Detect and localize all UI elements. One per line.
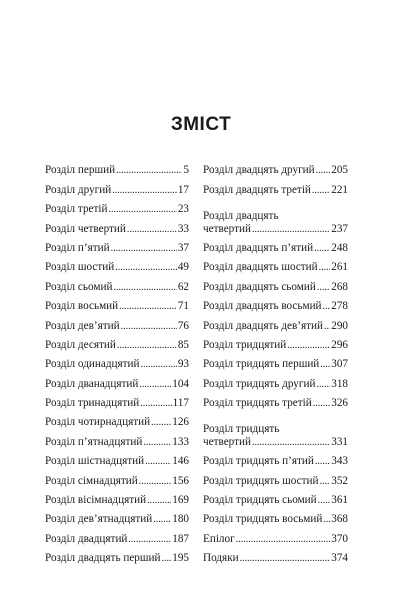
toc-entry-title: Розділ двадцять восьмий: [203, 300, 322, 313]
dot-leader: [252, 224, 330, 236]
toc-entry[interactable]: [203, 352, 348, 371]
toc-entry[interactable]: [45, 371, 189, 390]
dot-leader: [153, 514, 171, 526]
toc-entry-title: Розділ двадцять сьомий: [203, 280, 316, 293]
dot-leader: [312, 185, 330, 197]
toc-entry[interactable]: [203, 197, 348, 236]
toc-entry-title: Розділ двадцять: [203, 209, 279, 222]
toc-entry[interactable]: [203, 410, 348, 449]
dot-leader: [121, 321, 177, 333]
toc-entry-title: Розділ тридцять сьомий: [203, 494, 317, 507]
toc-entry[interactable]: [203, 177, 348, 196]
toc-entry-page: 268: [331, 280, 348, 293]
toc-entry[interactable]: [45, 294, 189, 313]
dot-leader: [318, 495, 331, 507]
dot-leader: [319, 262, 331, 274]
toc-entry[interactable]: [203, 274, 348, 293]
toc-entry-title: Розділ тридцять третій: [203, 397, 312, 410]
toc-entry-page: 370: [331, 532, 348, 545]
toc-entry-page: 76: [177, 319, 189, 332]
dot-leader: [319, 476, 330, 488]
dot-leader: [240, 553, 331, 565]
toc-entry-page: 104: [172, 377, 189, 390]
dot-leader: [113, 282, 176, 294]
dot-leader: [127, 224, 177, 236]
toc-entry[interactable]: [45, 274, 189, 293]
toc-entry[interactable]: [203, 488, 348, 507]
toc-entry[interactable]: [45, 468, 189, 487]
toc-entry[interactable]: [203, 468, 348, 487]
toc-entry-title: Розділ шістнадцятий: [45, 455, 145, 468]
dot-leader: [287, 340, 330, 352]
dot-leader: [119, 301, 177, 313]
toc-entry-title: Розділ десятий: [45, 338, 116, 351]
toc-entry-page: 37: [177, 241, 189, 254]
toc-entry[interactable]: [203, 526, 348, 545]
toc-entry-page: 146: [172, 455, 189, 468]
toc-entry[interactable]: [203, 294, 348, 313]
toc-entry-page: 156: [172, 474, 189, 487]
toc-entry-page: 261: [331, 261, 348, 274]
toc-entry[interactable]: [45, 526, 189, 545]
toc-entry-title: Розділ восьмий: [45, 300, 119, 313]
toc-entry[interactable]: [45, 410, 189, 429]
toc-entry-title: Розділ третій: [45, 203, 108, 216]
dot-leader: [323, 514, 330, 526]
dot-leader: [145, 456, 171, 468]
toc-entry-page: 343: [331, 455, 348, 468]
dot-leader: [252, 437, 330, 449]
toc-entry[interactable]: [45, 197, 189, 216]
dot-leader: [323, 301, 331, 313]
toc-entry[interactable]: [45, 255, 189, 274]
toc-entry-title: Розділ тридцять другий: [203, 377, 316, 390]
dot-leader: [324, 321, 330, 333]
toc-entry-title: Розділ тридцять перший: [203, 358, 320, 371]
toc-entry[interactable]: [45, 158, 189, 177]
dot-leader: [115, 262, 177, 274]
dot-leader: [313, 398, 330, 410]
toc-entry-page: 17: [177, 183, 189, 196]
toc-entry-title-continued: четвертий: [203, 435, 251, 448]
toc-entry-page: 368: [331, 513, 348, 526]
toc-entry-page: 374: [331, 552, 348, 565]
toc-entry[interactable]: [45, 488, 189, 507]
toc-entry[interactable]: [45, 216, 189, 235]
toc-entry[interactable]: [203, 449, 348, 468]
toc-entry-title-continued: четвертий: [203, 222, 251, 235]
toc-entry[interactable]: [203, 333, 348, 352]
toc-entry-title: Розділ одинадцятий: [45, 358, 140, 371]
dot-leader: [314, 243, 330, 255]
dot-leader: [161, 553, 171, 565]
toc-entry[interactable]: [45, 177, 189, 196]
toc-entry-title: Подяки: [203, 552, 239, 565]
toc-entry-title: Розділ двадцять другий: [203, 164, 315, 177]
toc-entry-page: 248: [331, 241, 348, 254]
toc-entry-page: 33: [177, 222, 189, 235]
toc-entry-page: 169: [172, 494, 189, 507]
dot-leader: [139, 379, 171, 391]
toc-entry[interactable]: [203, 236, 348, 255]
toc-entry-title: Розділ двадцятий: [45, 532, 128, 545]
toc-entry[interactable]: [45, 391, 189, 410]
toc-entry-page: 195: [172, 552, 189, 565]
toc-entry-title: Розділ дванадцятий: [45, 377, 139, 390]
toc-entry-page: 133: [172, 435, 189, 448]
toc-entry-page: 296: [331, 338, 348, 351]
toc-entry-title: Розділ п’ятий: [45, 241, 110, 254]
toc-entry-page: 205: [331, 164, 348, 177]
toc-entry-page: 93: [177, 358, 189, 371]
toc-entry-page: 126: [172, 416, 189, 429]
toc-entry-title: Розділ тринадцятий: [45, 397, 140, 410]
page-title: ЗМІСТ: [170, 114, 232, 135]
toc-entry-page: 221: [331, 183, 348, 196]
toc-entry[interactable]: [45, 546, 189, 565]
toc-entry-page: 361: [331, 494, 348, 507]
toc-entry-title: Розділ двадцять дев’ятий: [203, 319, 324, 332]
dot-leader: [116, 165, 182, 177]
toc-entry-title: Розділ перший: [45, 164, 116, 177]
dot-leader: [112, 185, 177, 197]
toc-entry-title: Розділ двадцять перший: [45, 552, 161, 565]
toc-entry[interactable]: [203, 313, 348, 332]
toc-entry-page: 307: [331, 358, 348, 371]
toc-entry-title: Розділ сьомий: [45, 280, 113, 293]
dot-leader: [316, 165, 331, 177]
toc-entry-page: 187: [172, 532, 189, 545]
toc-entry-page: 180: [172, 513, 189, 526]
toc-entry-page: 71: [177, 300, 189, 313]
toc-entry[interactable]: [203, 507, 348, 526]
toc-entry-title: Розділ дев’ятий: [45, 319, 120, 332]
dot-leader: [320, 359, 330, 371]
toc-entry-title: Розділ четвертий: [45, 222, 126, 235]
toc-entry-page: 49: [177, 261, 189, 274]
toc-entry-page: 237: [331, 222, 348, 235]
dot-leader: [139, 476, 171, 488]
dot-leader: [111, 243, 177, 255]
toc-entry[interactable]: [203, 158, 348, 177]
toc-column-left: [45, 158, 189, 565]
toc-entry-title: Розділ вісімнадцятий: [45, 494, 147, 507]
dot-leader: [236, 534, 331, 546]
toc-entry-page: 117: [172, 397, 189, 410]
dot-leader: [147, 495, 171, 507]
toc-entry-title: Розділ тридцять: [203, 422, 280, 435]
toc-entry-title: Розділ двадцять третій: [203, 183, 311, 196]
dot-leader: [141, 359, 177, 371]
toc-entry-page: 331: [331, 435, 348, 448]
toc-entry-page: 5: [183, 164, 189, 177]
toc-entry-title: Розділ чотирнадцятий: [45, 416, 151, 429]
toc-entry-title: Розділ п’ятнадцятий: [45, 435, 143, 448]
dot-leader: [117, 340, 177, 352]
dot-leader: [317, 282, 330, 294]
toc-entry-title: Розділ двадцять шостий: [203, 261, 318, 274]
toc-entry-title: Розділ тридцять шостий: [203, 474, 319, 487]
toc-entry-title: Розділ тридцятий: [203, 338, 287, 351]
toc-entry-page: 23: [177, 203, 189, 216]
toc-entry[interactable]: [203, 255, 348, 274]
dot-leader: [151, 417, 171, 429]
toc-entry-title: Розділ дев’ятнадцятий: [45, 513, 153, 526]
toc-entry-page: 62: [177, 280, 189, 293]
dot-leader: [128, 534, 171, 546]
toc-entry[interactable]: [45, 313, 189, 332]
toc-entry-page: 85: [177, 338, 189, 351]
toc-entry-page: 318: [331, 377, 348, 390]
toc-entry[interactable]: [45, 236, 189, 255]
toc-entry[interactable]: [203, 546, 348, 565]
toc-entry-title: Епілог: [203, 532, 235, 545]
toc-entry-title: Розділ тридцять п’ятий: [203, 455, 314, 468]
toc-entry-page: 278: [331, 300, 348, 313]
toc-entry[interactable]: [203, 391, 348, 410]
toc-entry[interactable]: [45, 352, 189, 371]
toc-entry[interactable]: [45, 449, 189, 468]
toc-entry[interactable]: [45, 429, 189, 448]
toc-entry-title: Розділ двадцять п’ятий: [203, 241, 314, 254]
toc-entry-title: Розділ другий: [45, 183, 112, 196]
toc-entry-page: 352: [331, 474, 348, 487]
dot-leader: [143, 437, 171, 449]
dot-leader: [109, 204, 177, 216]
dot-leader: [140, 398, 171, 410]
toc-entry-title: Розділ тридцять восьмий: [203, 513, 323, 526]
dot-leader: [316, 379, 330, 391]
toc-entry[interactable]: [45, 507, 189, 526]
toc-entry[interactable]: [45, 333, 189, 352]
toc-entry-page: 290: [331, 319, 348, 332]
dot-leader: [315, 456, 330, 468]
toc-entry-title: Розділ сімнадцятий: [45, 474, 138, 487]
toc-entry-page: 326: [331, 397, 348, 410]
toc-entry-title: Розділ шостий: [45, 261, 115, 274]
toc-entry[interactable]: [203, 371, 348, 390]
toc-column-right: [203, 158, 348, 565]
